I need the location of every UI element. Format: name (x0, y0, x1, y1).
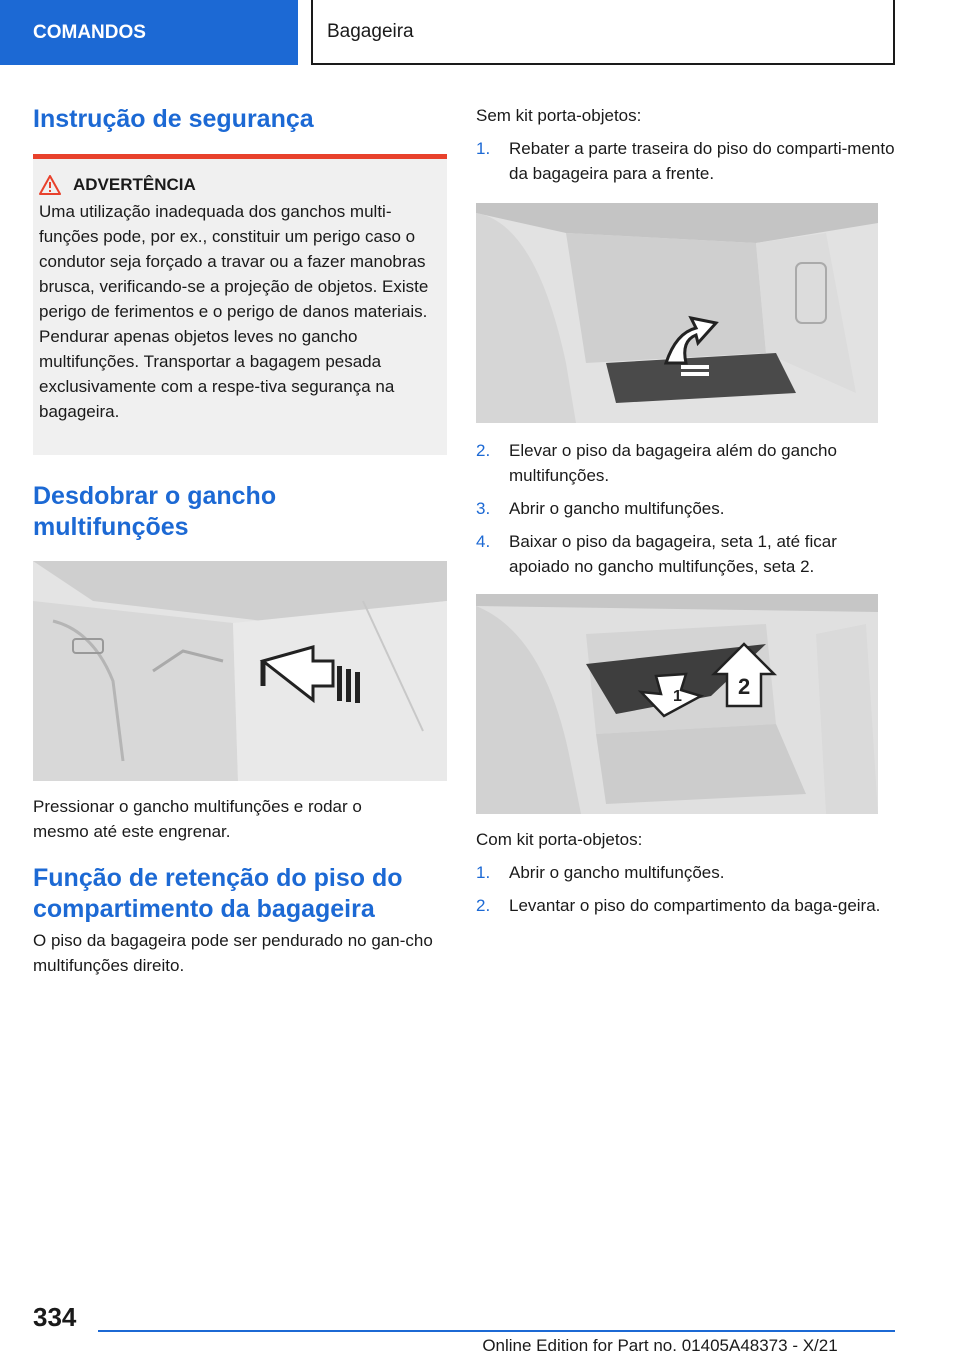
section-tab (0, 0, 298, 65)
left-column (33, 100, 447, 978)
steps-list-c (476, 860, 896, 918)
right-column (476, 100, 896, 918)
trunk-floor-photo (476, 203, 878, 423)
warning-title (39, 175, 437, 195)
with-kit-label: Com kit porta-objetos: (476, 830, 643, 849)
steps-list-a (476, 136, 896, 186)
list-item (476, 860, 896, 885)
footer-divider (98, 1330, 895, 1332)
section-label: COMANDOS (33, 21, 146, 43)
list-item (476, 136, 896, 186)
step-number: 1. (476, 139, 491, 158)
step-text: Abrir o gancho multifunções. (509, 499, 725, 518)
step-number: 2. (476, 441, 491, 460)
footer-edition: Online Edition for Part no. 01405A48373 - X/21 (482, 1336, 838, 1355)
retention-text: O piso da bagageira pode ser pendurado no gan-cho multifunções direito. (33, 931, 433, 975)
step-text: Elevar o piso da bagageira além do gancho multifunções. (509, 441, 837, 485)
hook-photo (33, 561, 447, 781)
list-item (476, 893, 896, 918)
arrow-2-label: 2 (738, 674, 751, 699)
list-item (476, 438, 896, 488)
list-item (476, 496, 896, 521)
arrow-1-label: 1 (673, 688, 682, 705)
step-text: Baixar o piso da bagageira, seta 1, até ficar apoiado no gancho multifunções, seta 2. (509, 532, 837, 576)
chapter-label: Bagageira (327, 20, 414, 42)
step-number: 4. (476, 532, 491, 551)
heading-safety: Instrução de segurança (33, 105, 314, 133)
warning-triangle-icon (39, 175, 61, 195)
step-number: 2. (476, 896, 491, 915)
page-number: 334 (33, 1302, 77, 1332)
step-text: Rebater a parte traseira do piso do comparti-mento da bagageira para a frente. (509, 139, 895, 183)
step-number: 1. (476, 863, 491, 882)
list-item (476, 529, 896, 579)
without-kit-label: Sem kit porta-objetos: (476, 106, 642, 125)
warning-box (33, 154, 447, 455)
warning-title-text: ADVERTÊNCIA (73, 175, 196, 194)
warning-text: Uma utilização inadequada dos ganchos multi-funções pode, por ex., constituir um perigo caso o condutor seja forçado a travar ou a fazer manobras brusca, verificando-se a projeção de objetos. Existe perigo de ferimentos e o perigo de danos materiais. Pendurar apenas objetos leves no gancho multifunções. Transportar a bagagem pesada exclusivamente com a respe-tiva segurança na bagageira. (39, 202, 429, 421)
step-number: 3. (476, 499, 491, 518)
steps-list-b (476, 438, 896, 579)
step-text: Abrir o gancho multifunções. (509, 863, 725, 882)
chapter-header (311, 0, 895, 65)
step-text: Levantar o piso do compartimento da baga-geira. (509, 896, 881, 915)
heading-retention: Função de retenção do piso do compartimento da bagageira (33, 864, 403, 923)
trunk-hook-photo (476, 594, 878, 814)
unfold-instruction: Pressionar o gancho multifunções e rodar o mesmo até este engrenar. (33, 797, 362, 841)
heading-unfold: Desdobrar o gancho multifunções (33, 482, 277, 541)
